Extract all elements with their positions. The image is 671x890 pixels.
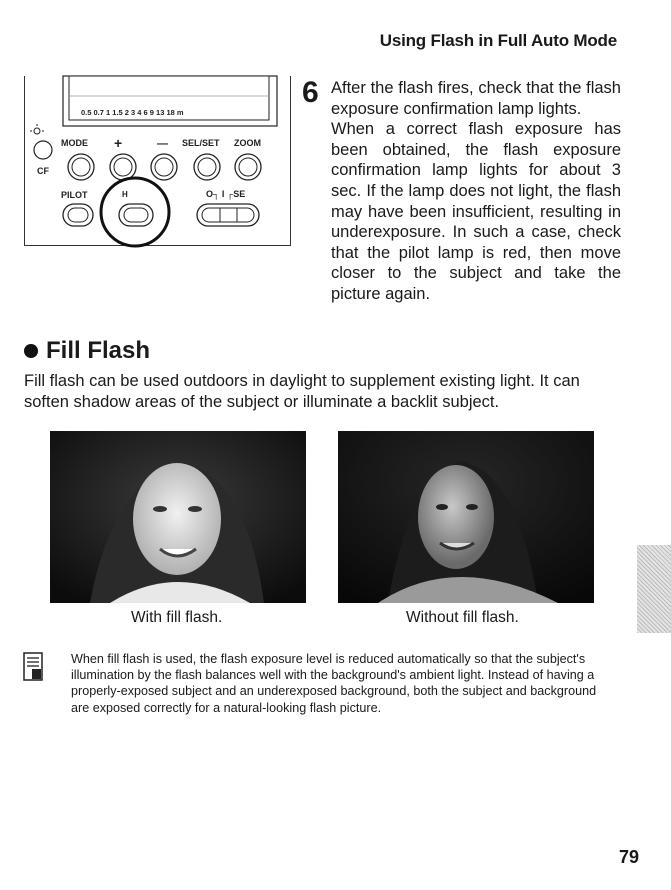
selset-button[interactable] [194, 154, 220, 180]
power-switch[interactable] [197, 204, 259, 226]
selset-label: SEL/SET [182, 138, 220, 148]
pilot-label: PILOT [61, 190, 88, 200]
pilot-button[interactable] [63, 204, 93, 226]
plus-label: + [114, 135, 123, 151]
section-intro: Fill flash can be used outdoors in daylight to supplement existing light. It can soften shadow areas of the subject or illuminate a backlit subject. [24, 372, 580, 411]
zoom-label: ZOOM [234, 138, 261, 148]
caption-with-fill-flash: With fill flash. [131, 609, 223, 626]
chapter-tab [637, 545, 671, 633]
minus-label: — [157, 138, 168, 150]
mode-label: MODE [61, 138, 88, 148]
step-6-text [331, 78, 621, 305]
flash-panel-diagram [24, 76, 291, 246]
step-number: 6 [302, 76, 319, 109]
section-heading [24, 337, 150, 365]
flash-exposure-confirmation-lamp [101, 178, 169, 246]
caption-without-fill-flash: Without fill flash. [406, 609, 519, 626]
mode-button[interactable] [68, 154, 94, 180]
power-switch-label: O┐ I ┌SE [206, 189, 246, 199]
note-text: When fill flash is used, the flash exposure level is reduced automatically so that the subject's illumination by the flash balances well with the background's ambient light. Instead of having a properly-exposed subject and an underexposed background, both the subject and background are exposed correctly for a natural-looking flash picture. [71, 652, 597, 715]
cf-label: CF [37, 166, 49, 176]
page-number: 79 [618, 847, 639, 867]
step-6-paragraph-2: When a correct flash exposure has been obtained, the flash exposure confirmation lamp lights for about 3 sec. If the lamp does not light, the flash may have been insufficient, resulting in underexposure. In such a case, check that the pilot lamp is red, then move closer to the subject and take the picture again. [331, 120, 621, 303]
plus-button[interactable] [110, 154, 136, 180]
bullet-icon [24, 344, 38, 358]
memo-icon [23, 652, 43, 687]
minus-button[interactable] [151, 154, 177, 180]
photo-without-fill-flash [338, 431, 594, 603]
hsync-label: H [122, 190, 128, 199]
photo-with-fill-flash [50, 431, 306, 603]
step-6-paragraph-1: After the flash fires, check that the flash exposure confirmation lamp lights. [331, 79, 621, 118]
distance-scale-label: 0.5 0.7 1 1.5 2 3 4 6 9 13 18 m [81, 108, 184, 117]
zoom-button[interactable] [235, 154, 261, 180]
page-header-title: Using Flash in Full Auto Mode [379, 31, 617, 50]
section-title: Fill Flash [46, 337, 151, 364]
